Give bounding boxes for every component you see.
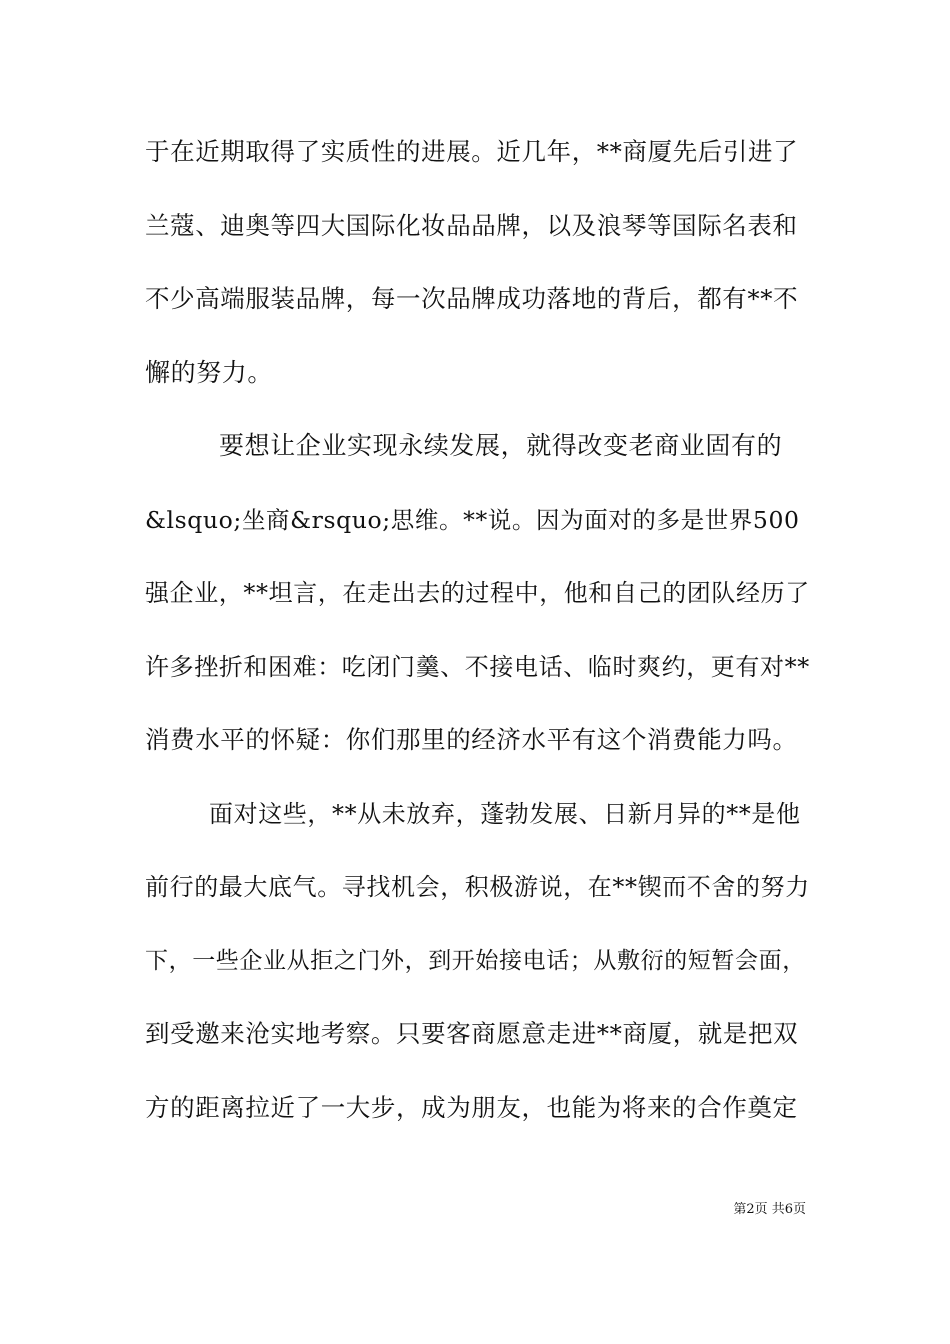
- text-line: 到受邀来沧实地考察。只要客商愿意走进**商厦，就是把双: [145, 1019, 799, 1048]
- page-number: 第2页 共6页: [733, 1202, 806, 1217]
- text-line: 前行的最大底气。寻找机会，积极游说，在**锲而不舍的努力: [145, 873, 810, 901]
- paragraph-start-line: 要想让企业实现永续发展，就得改变老商业固有的: [219, 431, 783, 460]
- paragraph-start-line: 面对这些，**从未放弃，蓬勃发展、日新月异的**是他: [209, 799, 801, 828]
- text-line: 消费水平的怀疑：你们那里的经济水平有这个消费能力吗。: [145, 725, 798, 754]
- text-line: 下，一些企业从拒之门外，到开始接电话；从敷衍的短暂会面，: [145, 947, 806, 974]
- body-text: [145, 128, 810, 1157]
- page-footer: [0, 1200, 950, 1220]
- text-line: 方的距离拉近了一大步，成为朋友，也能为将来的合作奠定: [145, 1092, 798, 1122]
- text-line: &lsquo;坐商&rsquo;思维。**说。因为面对的多是世界500: [145, 505, 800, 534]
- text-line: 许多挫折和困难：吃闭门羹、不接电话、临时爽约，更有对**: [145, 652, 810, 681]
- text-line: 兰蔻、迪奥等四大国际化妆品品牌，以及浪琴等国际名表和: [145, 210, 798, 240]
- text-line: 于在近期取得了实质性的进展。近几年，**商厦先后引进了: [145, 137, 799, 166]
- text-line: 懈的努力。: [145, 357, 274, 387]
- text-line: 强企业，**坦言，在走出去的过程中，他和自己的团队经历了: [145, 579, 810, 607]
- text-line: 不少高端服装品牌，每一次品牌成功落地的背后，都有**不: [145, 284, 799, 313]
